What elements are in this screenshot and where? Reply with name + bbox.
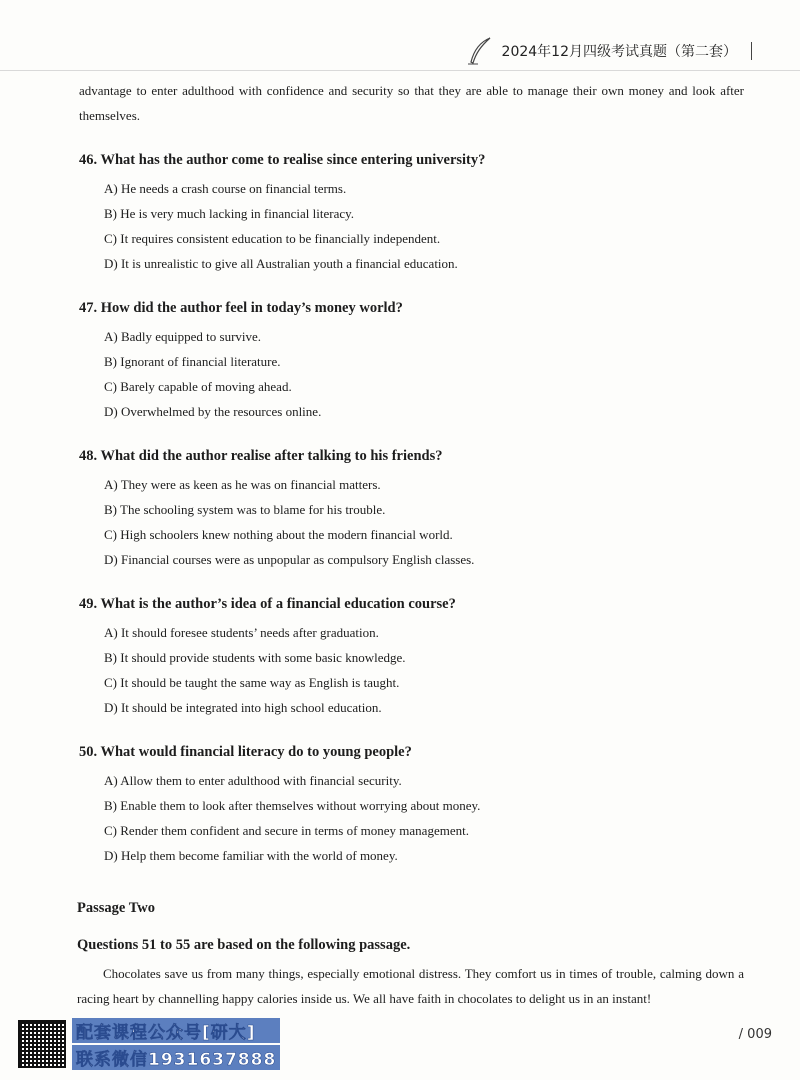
question-47 (79, 298, 744, 424)
qr-code-icon (18, 1020, 66, 1068)
question-46 (79, 150, 744, 276)
page-content (79, 78, 744, 1011)
option-c: C) It should be taught the same way as English is taught. (104, 675, 400, 690)
header-title: 2024年12月四级考试真题（第二套） (501, 44, 737, 60)
option-a: A) They were as keen as he was on financial matters. (104, 477, 381, 492)
question-49 (79, 594, 744, 720)
page-header (466, 36, 752, 66)
option-b: B) Enable them to look after themselves without worrying about money. (104, 798, 481, 813)
option-list (79, 620, 744, 720)
passage-two-subtitle: Questions 51 to 55 are based on the following passage. (77, 937, 411, 953)
option-list (79, 176, 744, 276)
option-b: B) He is very much lacking in financial literacy. (104, 206, 355, 221)
option-a: A) He needs a crash course on financial terms. (104, 181, 347, 196)
option-d: D) Help them become familiar with the world of money. (104, 848, 398, 863)
option-list (79, 324, 744, 424)
option-d: D) Overwhelmed by the resources online. (104, 404, 322, 419)
option-a: A) Badly equipped to survive. (104, 329, 262, 344)
option-b: B) The schooling system was to blame for his trouble. (104, 502, 386, 517)
promo-line-2: 联系微信1931637888 (72, 1045, 280, 1070)
page-number: / 009 (738, 1027, 772, 1042)
option-b: B) It should provide students with some basic knowledge. (104, 650, 406, 665)
option-list (79, 472, 744, 572)
option-a: A) Allow them to enter adulthood with financial security. (104, 773, 402, 788)
question-48 (79, 446, 744, 572)
passage-two-text: Chocolates save us from many things, especially emotional distress. They comfort us in times of trouble, calming down a racing heart by channelling happy calories inside us. We all have faith in chocolates to delight us in an instant! (77, 966, 744, 1006)
option-c: C) High schoolers knew nothing about the modern financial world. (104, 527, 453, 542)
option-b: B) Ignorant of financial literature. (104, 354, 281, 369)
option-d: D) It should be integrated into high school education. (104, 700, 382, 715)
option-d: D) It is unrealistic to give all Australian youth a financial education. (104, 256, 458, 271)
question-text: 46. What has the author come to realise since entering university? (79, 152, 486, 168)
question-50 (79, 742, 744, 868)
option-c: C) It requires consistent education to be financially independent. (104, 231, 441, 246)
promo-text (72, 1018, 280, 1070)
option-c: C) Barely capable of moving ahead. (104, 379, 292, 394)
option-list (79, 768, 744, 868)
header-divider (751, 42, 752, 60)
question-text: 50. What would financial literacy do to young people? (79, 744, 412, 760)
option-a: A) It should foresee students’ needs after graduation. (104, 625, 379, 640)
intro-paragraph: advantage to enter adulthood with confidence and security so that they are able to manage their own money and look after themselves. (79, 83, 744, 123)
promo-line-1: 配套课程公众号[研大] (72, 1018, 280, 1043)
question-text: 49. What is the author’s idea of a financial education course? (79, 596, 456, 612)
feather-pen-icon (466, 36, 494, 66)
passage-two-title: Passage Two (77, 900, 156, 916)
question-text: 48. What did the author realise after talking to his friends? (79, 448, 443, 464)
option-c: C) Render them confident and secure in terms of money management. (104, 823, 469, 838)
header-rule (0, 70, 800, 71)
question-text: 47. How did the author feel in today’s money world? (79, 300, 403, 316)
option-d: D) Financial courses were as unpopular as compulsory English classes. (104, 552, 475, 567)
promo-footer (18, 1018, 280, 1070)
